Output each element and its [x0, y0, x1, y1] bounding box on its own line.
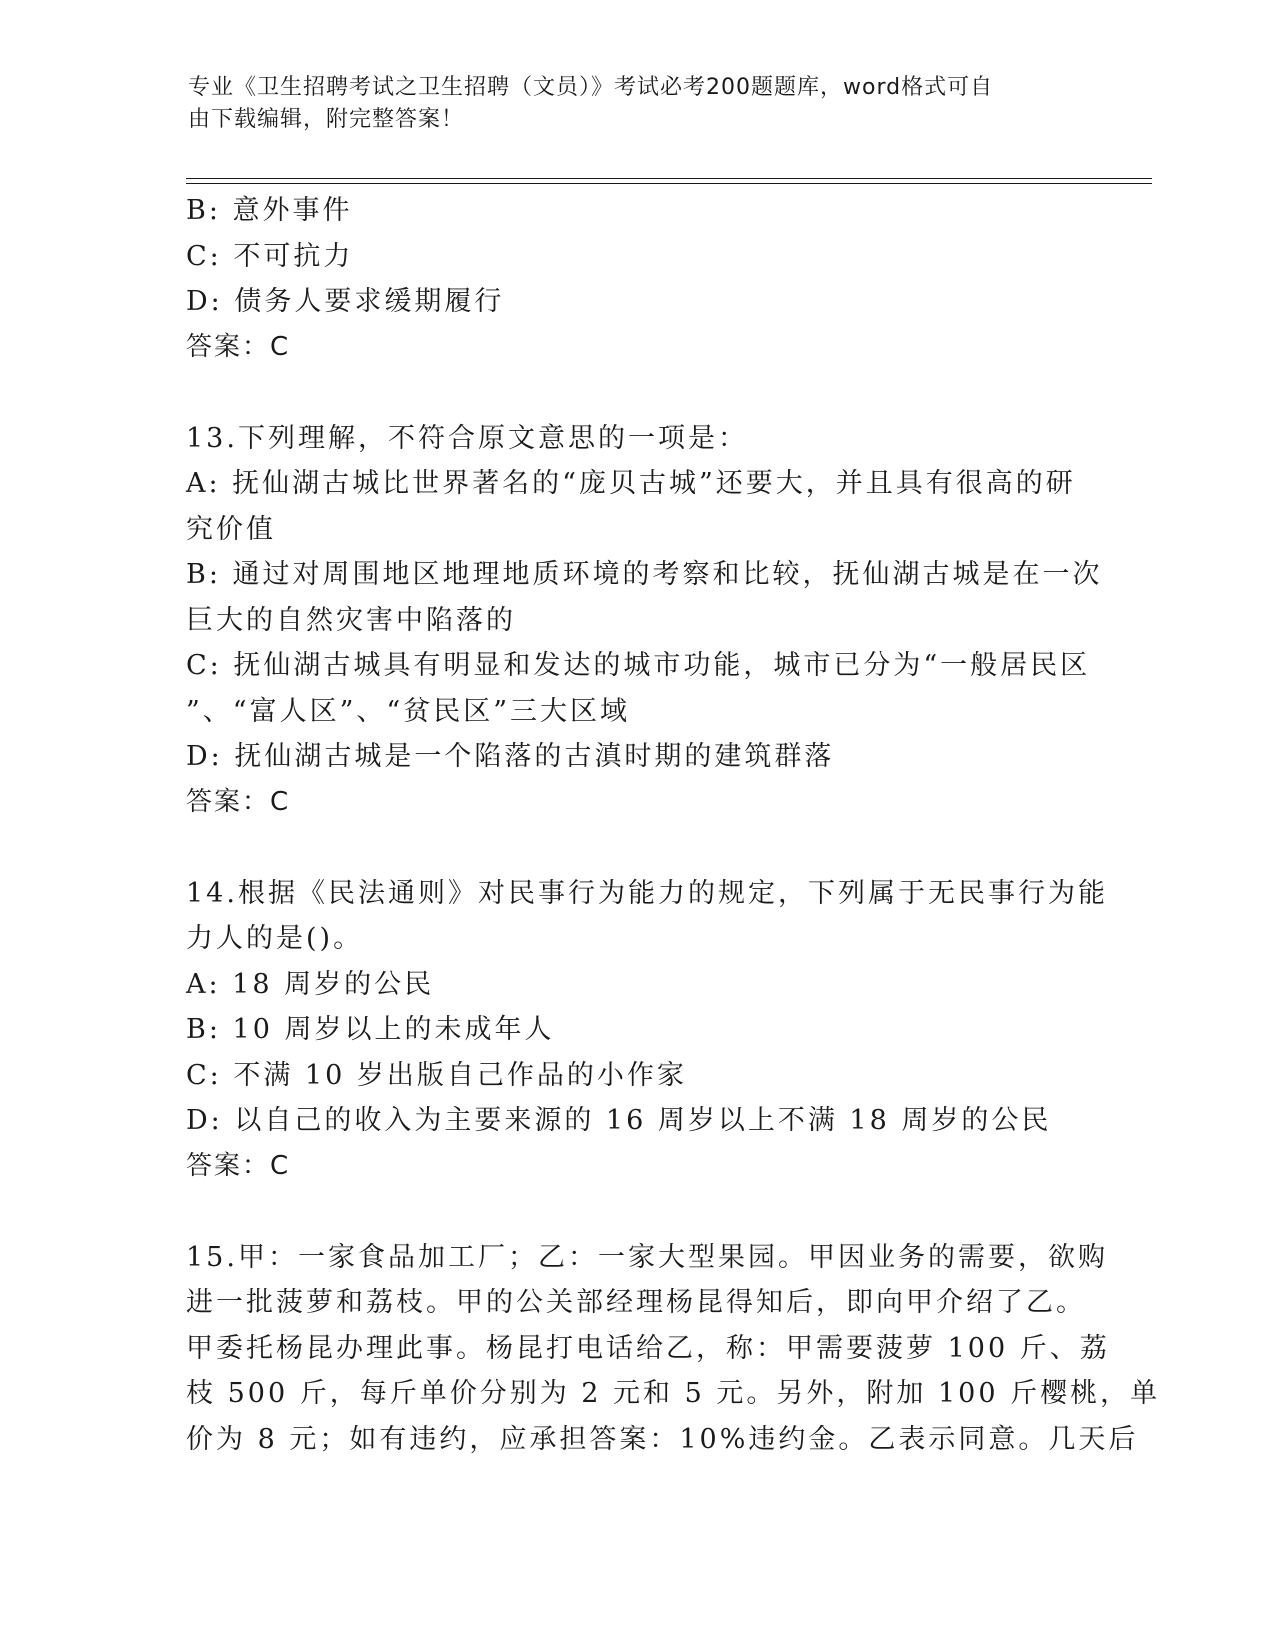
option-a: A: 18 周岁的公民	[186, 968, 435, 1000]
option-a-continued: 究价值	[186, 513, 276, 545]
option-d: D: 抚仙湖古城是一个陷落的古滇时期的建筑群落	[186, 741, 835, 772]
spacer	[186, 825, 1086, 871]
question-13	[186, 416, 1103, 826]
option-d: D: 以自己的收入为主要来源的 16 周岁以上不满 18 周岁的公民	[186, 1105, 1052, 1136]
question-stem: 15.甲：一家食品加工厂；乙：一家大型果园。甲因业务的需要，欲购	[186, 1241, 1108, 1273]
option-a: A: 抚仙湖古城比世界著名的“庞贝古城”还要大，并且具有很高的研	[186, 468, 1076, 499]
question-stem: 13.下列理解，不符合原文意思的一项是：	[186, 422, 748, 454]
option-b: B: 10 周岁以上的未成年人	[186, 1014, 555, 1045]
option-c: C: 不满 10 岁出版自己作品的小作家	[186, 1059, 687, 1091]
option-c: C: 抚仙湖古城具有明显和发达的城市功能，城市已分为“一般居民区	[186, 650, 1091, 681]
spacer	[186, 1189, 1086, 1235]
question-stem-continued: 价为 8 元；如有违约，应承担答案：10%违约金。乙表示同意。几天后	[186, 1423, 1139, 1455]
answer-label: 答案：C	[186, 786, 291, 817]
question-15	[186, 1235, 1161, 1463]
header-line-2: 由下载编辑，附完整答案！	[188, 107, 465, 132]
question-stem-continued: 力人的是()。	[186, 923, 364, 954]
question-14	[186, 871, 1108, 1190]
answer-label: 答案：C	[186, 1150, 291, 1181]
question-12-tail	[186, 188, 1086, 370]
document-header	[188, 72, 1068, 136]
option-d: D: 债务人要求缓期履行	[186, 286, 505, 317]
question-stem-continued: 枝 500 斤，每斤单价分别为 2 元和 5 元。另外，附加 100 斤樱桃，单	[186, 1378, 1161, 1409]
header-divider-bottom	[186, 183, 1152, 184]
question-stem-continued: 甲委托杨昆办理此事。杨昆打电话给乙，称：甲需要菠萝 100 斤、荔	[186, 1332, 1110, 1364]
option-b: B: 意外事件	[186, 195, 353, 226]
answer-label: 答案：C	[186, 331, 291, 362]
header-line-1: 专业《卫生招聘考试之卫生招聘（文员）》考试必考200题题库，word格式可自	[188, 75, 994, 100]
header-divider-top	[186, 178, 1152, 179]
option-c-continued: ”、“富人区”、“贫民区”三大区域	[186, 695, 631, 727]
question-stem: 14.根据《民法通则》对民事行为能力的规定，下列属于无民事行为能	[186, 877, 1108, 909]
option-b: B: 通过对周围地区地理地质环境的考察和比较，抚仙湖古城是在一次	[186, 559, 1103, 590]
option-b-continued: 巨大的自然灾害中陷落的	[186, 604, 516, 636]
option-c: C: 不可抗力	[186, 240, 354, 272]
question-stem-continued: 进一批菠萝和荔枝。甲的公关部经理杨昆得知后，即向甲介绍了乙。	[186, 1287, 1086, 1318]
document-body	[186, 188, 1161, 1462]
spacer	[186, 370, 1086, 416]
